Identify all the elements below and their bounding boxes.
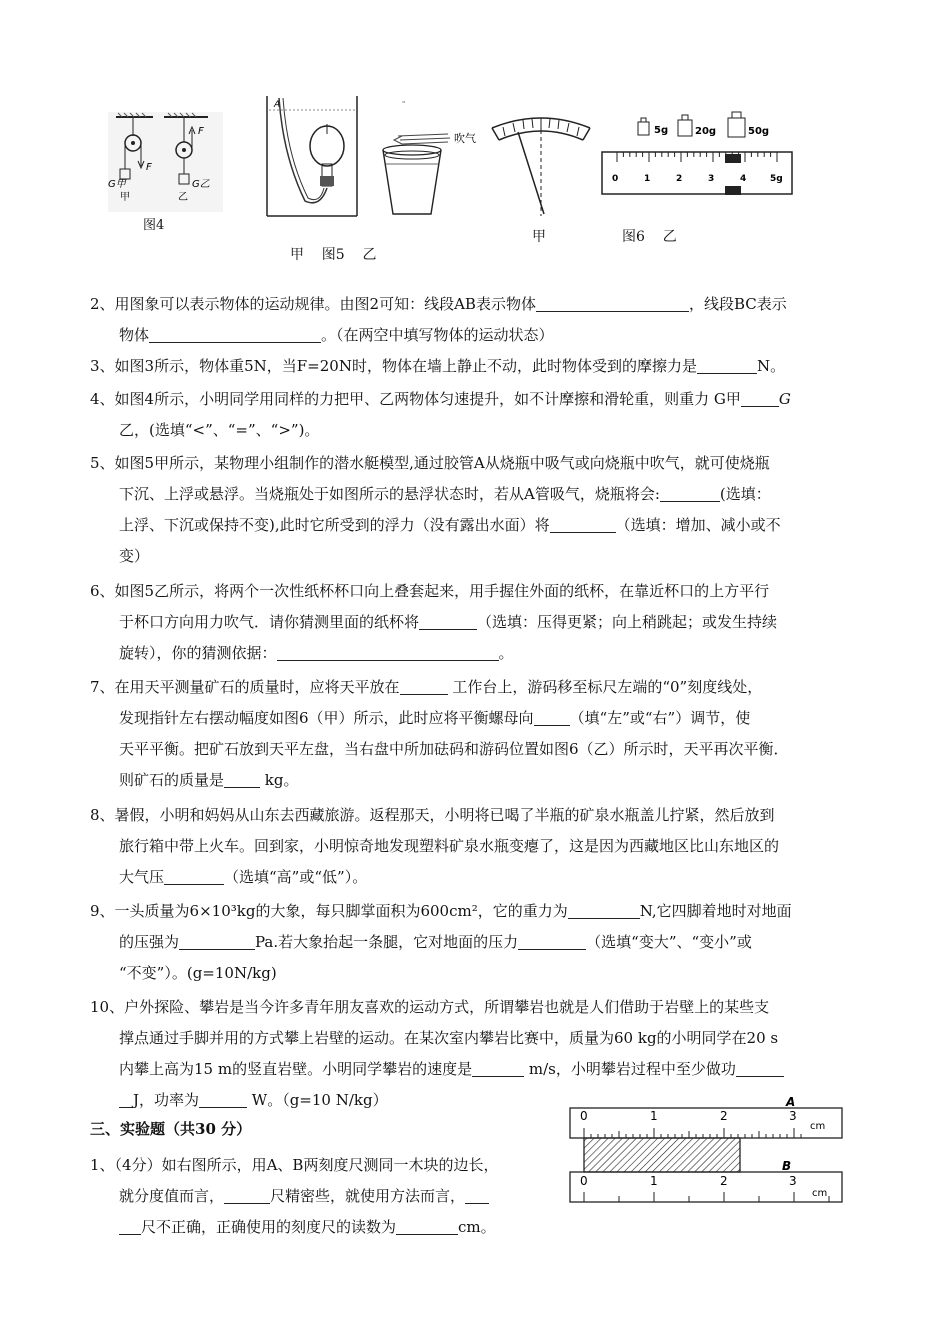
answer-blank[interactable] (179, 931, 255, 950)
figure-5-flask (265, 96, 363, 218)
question-3: 3、如图3所示，物体重5N，当F=20N时，物体在墙上静止不动，此时物体受到的摩擦力是 N。 (90, 357, 786, 375)
fig4-label-f2: F (198, 126, 204, 137)
answer-blank[interactable] (465, 1185, 489, 1204)
answer-blank[interactable] (697, 355, 757, 374)
ruler-a-label: A (786, 1095, 796, 1109)
figure-rulers (560, 1094, 850, 1210)
svg-text:": " (402, 100, 406, 108)
fig4-label-yi: 乙 (178, 192, 188, 203)
answer-blank[interactable] (224, 769, 260, 788)
fig6-tick-3: 3 (708, 174, 715, 184)
question-6: 6、如图5乙所示，将两个一次性纸杯杯口向上叠套起来，用手握住外面的纸杯，在靠近杯口的上方平行 于杯口方向用力吹气．请你猜测里面的纸杯将 （选填：压得更紧；向上稍跳起；或发生持续 旋转），你的猜测依据： 。 (90, 582, 778, 662)
answer-blank[interactable] (199, 1089, 247, 1108)
answer-blank[interactable] (164, 866, 224, 885)
figure-6-scale (600, 108, 796, 202)
fig6-tick-2: 2 (676, 174, 683, 184)
ruler-a-tick-2: 2 (720, 1109, 728, 1123)
fig4-label-g-jia: G甲 (108, 179, 126, 190)
answer-blank[interactable] (534, 707, 570, 726)
answer-blank[interactable] (536, 293, 689, 312)
answer-blank[interactable] (660, 483, 720, 502)
answer-blank[interactable] (396, 1216, 458, 1235)
fig6-caption: 图6 乙 (622, 229, 677, 245)
figure-6-pointer (488, 110, 594, 218)
fig6-tick-4: 4 (740, 174, 747, 184)
ruler-a-tick-0: 0 (580, 1109, 588, 1123)
fig6-tick-0: 0 (612, 174, 619, 184)
fig6-tick-1: 1 (644, 174, 651, 184)
question-7: 7、在用天平测量矿石的质量时，应将天平放在 工作台上，游码移至标尺左端的“0”刻度线处， 发现指针左右摆动幅度如图6（甲）所示，此时应将平衡螺母向 （填“左”或“右”）调节，使 天平平衡。把矿石放到天平左盘，当右盘中所加砝码和游码位置如图6（乙）所示时，天平再次平衡． 则矿石的质量是 kg。 (90, 678, 789, 789)
fig5-blow-label: 吹气 (454, 132, 476, 145)
figure-5-cups (378, 96, 490, 218)
fig6-caption-jia: 甲 (532, 229, 546, 245)
answer-blank[interactable] (550, 514, 616, 533)
answer-blank[interactable] (224, 1185, 270, 1204)
ruler-a-tick-1: 1 (650, 1109, 658, 1123)
ruler-b-tick-3: 3 (789, 1174, 797, 1188)
question-10: 10、户外探险、攀岩是当今许多青年朋友喜欢的运动方式，所谓攀岩也就是人们借助于岩壁上的某些支 撑点通过手脚并用的方式攀上岩壁的运动。在某次室内攀岩比赛中，质量为60 kg的小明同学在20 s 内攀上高为15 m的竖直岩壁。小明同学攀岩的速度是 m/s，小明攀岩过程中至少做功 J，功率为 W。（g=10 N/kg） (90, 992, 870, 1116)
figure-4-pulleys (108, 112, 223, 212)
fig5-caption: 甲 图5 乙 (290, 247, 377, 263)
ruler-a-unit: cm (810, 1121, 826, 1132)
fig6-weight-20g: 20g (695, 126, 717, 137)
fig5-label-a: A (274, 100, 281, 110)
answer-blank[interactable] (419, 611, 477, 630)
question-8: 8、暑假，小明和妈妈从山东去西藏旅游。返程那天，小明将已喝了半瓶的矿泉水瓶盖儿拧紧，然后放到 旅行箱中带上火车。回到家，小明惊奇地发现塑料矿泉水瓶变瘪了，这是因为西藏地区比山东地区的 大气压 （选填“高”或“低”）。 (90, 806, 780, 886)
question-2: 2、用图象可以表示物体的运动规律。由图2可知：线段AB表示物体 ，线段BC表示 物体 。（在两空中填写物体的运动状态） (90, 295, 787, 344)
question-4: 4、如图4所示，小明同学用同样的力把甲、乙两物体匀速提升，如不计摩擦和滑轮重，则重力 G甲 G 乙，(选填“<”、“=”、“>”)。 (90, 390, 791, 439)
fig6-weight-50g: 50g (748, 126, 770, 137)
answer-blank[interactable] (119, 1216, 141, 1235)
answer-blank[interactable] (119, 1089, 133, 1108)
ruler-b-tick-2: 2 (720, 1174, 728, 1188)
answer-blank[interactable] (400, 676, 448, 695)
answer-blank[interactable] (472, 1058, 524, 1077)
question-9: 9、一头质量为6×10³kg的大象，每只脚掌面积为600cm²，它的重力为 N,它四脚着地时对地面 的压强为 Pa.若大象抬起一条腿，它对地面的压力 （选填“变大”、“变小”或 “不变”）。(g=10N/kg) (90, 902, 792, 982)
answer-blank[interactable] (518, 931, 586, 950)
answer-blank[interactable] (568, 900, 640, 919)
experiment-1: 1、（4分）如右图所示，用A、B两刻度尺测同一木块的边长， 就分度值而言， 尺精密些，就使用方法而言， 尺不正确，正确使用的刻度尺的读数为 cm。 (90, 1156, 499, 1236)
answer-blank[interactable] (741, 388, 779, 407)
fig4-label-g-yi: G乙 (192, 179, 210, 190)
ruler-b-label: B (782, 1159, 792, 1173)
fig6-tick-5g: 5g (770, 174, 783, 184)
answer-blank[interactable] (277, 642, 499, 661)
ruler-b-unit: cm (812, 1188, 828, 1199)
fig6-weight-5g: 5g (654, 125, 669, 136)
fig4-caption: 图4 (143, 218, 165, 233)
ruler-a-tick-3: 3 (789, 1109, 797, 1123)
ruler-b-tick-0: 0 (580, 1174, 588, 1188)
answer-blank[interactable] (736, 1058, 784, 1077)
answer-blank[interactable] (149, 324, 321, 343)
section-3-title: 三、实验题（共30 分） (90, 1120, 252, 1138)
question-5: 5、如图5甲所示，某物理小组制作的潜水艇模型,通过胶管A从烧瓶中吸气或向烧瓶中吹气，就可使烧瓶 下沉、上浮或悬浮。当烧瓶处于如图所示的悬浮状态时，若从A管吸气，烧瓶将会: (选填： 上浮、下沉或保持不变),此时它所受到的浮力（没有露出水面）将 （选填：增加、减小或不 变） (90, 454, 781, 565)
ruler-b-tick-1: 1 (650, 1174, 658, 1188)
fig4-label-jia: 甲 (120, 192, 130, 203)
fig4-label-f: F (146, 162, 152, 173)
